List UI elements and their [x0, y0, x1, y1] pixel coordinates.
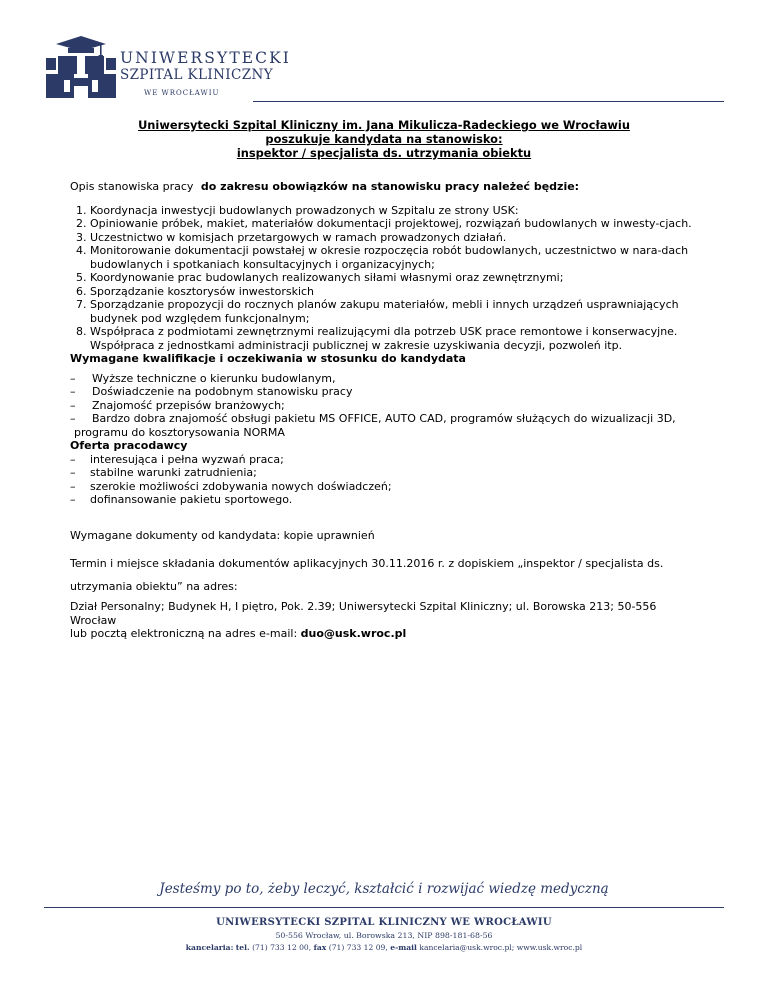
footer — [0, 915, 768, 954]
required-documents: Wymagane dokumenty od kandydata: kopie uprawnień — [70, 528, 375, 542]
footer-divider — [44, 907, 724, 908]
deadline-line-2: utrzymania obiektu” na adres: — [70, 580, 238, 593]
footer-email[interactable]: kancelaria@usk.wroc.pl; www.usk.wroc.pl — [419, 943, 583, 952]
list-item: 5. Koordynowanie prac budowlanych realizowanych siłami własnymi oraz zewnętrznymi; — [90, 271, 702, 285]
logo-line-2: SZPITAL KLINICZNY — [120, 67, 274, 83]
list-item-line-1: Bardzo dobra znajomość obsługi pakietu MS OFFICE, AUTO CAD, programów służących do wizualizacji 3D, — [92, 412, 676, 425]
footer-fax: (71) 733 12 09, — [328, 943, 388, 952]
footer-motto: Jesteśmy po to, żeby leczyć, kształcić i rozwijać wiedzę medyczną — [159, 881, 609, 897]
list-item: – Znajomość przepisów branżowych; — [70, 399, 702, 413]
list-item-continuation: programu do kosztorysowania NORMA — [74, 425, 285, 439]
job-description-label: Opis stanowiska pracy — [70, 180, 194, 193]
offer-list — [70, 453, 702, 507]
qualifications-list — [70, 372, 702, 426]
footer-address: 50-556 Wrocław, ul. Borowska 213, NIP 898-181-68-56 — [275, 931, 493, 940]
footer-email-label: e-mail — [390, 943, 417, 952]
footer-institution-name: UNIWERSYTECKI SZPITAL KLINICZNY WE WROCŁAWIU — [216, 917, 552, 928]
logo-wordmark — [120, 50, 291, 97]
list-item: – szerokie możliwości zdobywania nowych doświadczeń; — [70, 480, 702, 494]
footer-tel-label: tel. — [235, 943, 250, 952]
job-description-heading — [70, 180, 702, 194]
list-item — [70, 412, 702, 426]
list-item: 3. Uczestnictwo w komisjach przetargowych w ramach prowadzonych działań. — [90, 231, 702, 245]
logo-line-1: UNIWERSYTECKI — [120, 49, 292, 67]
footer-contact — [0, 942, 768, 954]
list-item: – Wyższe techniczne o kierunku budowlanym, — [70, 372, 702, 386]
list-item: 6. Sporządzanie kosztorysów inwestorskich — [90, 285, 702, 299]
address-line-2: Wrocław — [70, 613, 117, 627]
job-description-bold: do zakresu obowiązków na stanowisku pracy należeć będzie: — [200, 180, 580, 193]
list-item: – Doświadczenie na podobnym stanowisku pracy — [70, 385, 702, 399]
address-paragraph — [70, 600, 702, 641]
duties-extra-line: Współpraca z jednostkami administracji publicznej w zakresie uzyskiwania decyzji, pozwoleń itp. — [90, 338, 623, 352]
header-divider — [253, 101, 724, 102]
footer-tel: (71) 733 12 00, — [252, 943, 312, 952]
logo-line-3: WE WROCŁAWIU — [144, 89, 220, 97]
list-item: 7. Sporządzanie propozycji do rocznych planów zakupu materiałów, mebli i innych urządzeń usprawniających budynek pod względem funkcjonalnym; — [90, 298, 702, 325]
list-item: 2. Opiniowanie próbek, makiet, materiałów dokumentacji projektowej, rozwiązań budowlanych w inwesty-cjach. — [90, 217, 702, 231]
list-item: – dofinansowanie pakietu sportowego. — [70, 493, 702, 507]
deadline-paragraph — [70, 552, 702, 598]
list-item: 4. Monitorowanie dokumentacji powstałej w okresie rozpoczęcia robót budowlanych, uczestnictwo w nara-dach budowlanych i spotkaniach konsultacyjnych i organizacyjnych; — [90, 244, 702, 271]
list-item: 8. Współpraca z podmiotami zewnętrznymi realizującymi dla potrzeb USK prace remontowe i konserwacyjne. — [90, 325, 702, 339]
list-item: – stabilne warunki zatrudnienia; — [70, 466, 702, 480]
email-link[interactable]: duo@usk.wroc.pl — [300, 627, 407, 640]
email-line — [70, 627, 702, 641]
title-line-3: inspektor / specjalista ds. utrzymania obiektu — [236, 145, 532, 160]
duties-list — [70, 204, 702, 339]
list-item: – interesująca i pełna wyzwań praca; — [70, 453, 702, 467]
document-body — [70, 180, 702, 641]
offer-title: Oferta pracodawcy — [70, 439, 188, 452]
document-title — [70, 119, 698, 160]
email-prefix: lub pocztą elektroniczną na adres e-mail: — [70, 627, 298, 640]
footer-fax-label: fax — [313, 943, 327, 952]
footer-office-label: kancelaria: — [185, 943, 234, 952]
deadline-line-1: Termin i miejsce składania dokumentów aplikacyjnych 30.11.2016 r. z dopiskiem „inspektor / specjalista ds. — [70, 557, 664, 570]
title-line-2: poszukuje kandydata na stanowisko: — [265, 131, 503, 146]
list-item: 1. Koordynacja inwestycji budowlanych prowadzonych w Szpitalu ze strony USK: — [90, 204, 702, 218]
title-line-1: Uniwersytecki Szpital Kliniczny im. Jana Mikulicza-Radeckiego we Wrocławiu — [138, 118, 630, 132]
address-line-1: Dział Personalny; Budynek H, I piętro, Pok. 2.39; Uniwersytecki Szpital Kliniczny; ul. Borowska 213; 50-556 — [70, 600, 657, 613]
hospital-logo-icon — [44, 34, 118, 100]
qualifications-title: Wymagane kwalifikacje i oczekiwania w stosunku do kandydata — [70, 352, 466, 365]
